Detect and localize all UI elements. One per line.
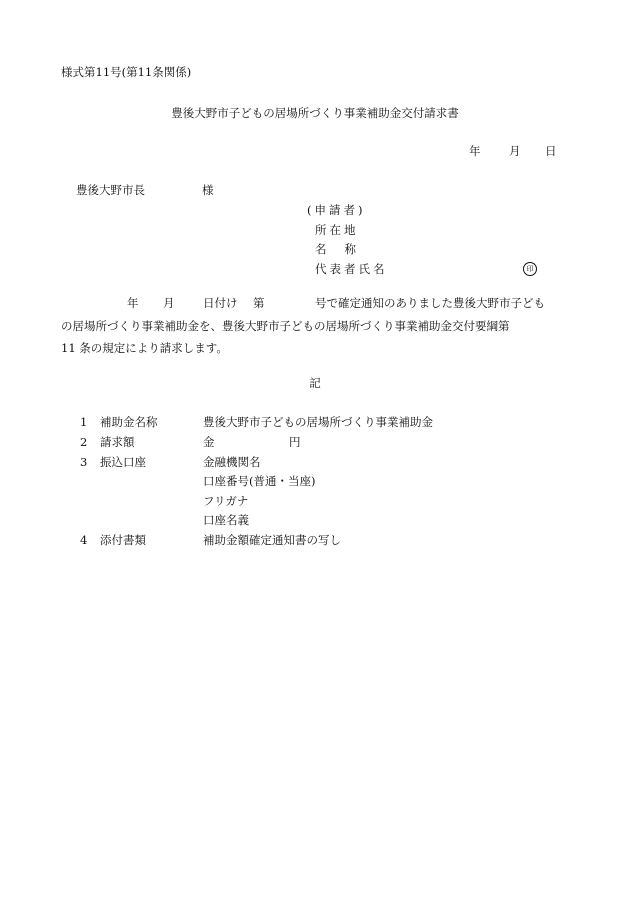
item-value: 豊後大野市子どもの居場所づくり事業補助金 [203,415,433,429]
body-line-2: の居場所づくり事業補助金を、豊後大野市子どもの居場所づくり事業補助金交付要綱第 [61,319,510,333]
item-sub-label: 口座名義 [203,513,249,527]
item-number: 1 [80,415,88,429]
item-label: 振込口座 [100,455,146,469]
item-label: 請求額 [100,435,135,449]
item-number: 2 [80,435,88,449]
item-value: 金融機関名 [203,455,261,469]
item-number: 3 [80,455,88,469]
body-year-label: 年 [127,296,139,310]
ki-heading: 記 [309,376,321,390]
item-value: 金 [203,435,215,449]
item-value: 補助金額確定通知書の写し [203,533,341,547]
name-label: 名称 [315,242,374,256]
addressee: 豊後大野市長 [76,183,145,197]
date-day-label: 日 [545,144,557,158]
date-month-label: 月 [509,144,521,158]
item-label: 補助金名称 [100,415,158,429]
item-unit: 円 [289,435,301,449]
document-title: 豊後大野市子どもの居場所づくり事業補助金交付請求書 [171,106,459,120]
date-year-label: 年 [469,144,481,158]
form-number: 様式第11号(第11条関係) [61,65,192,79]
address-label: 所在地 [315,223,359,237]
item-number: 4 [80,533,88,547]
item-label: 添付書類 [100,533,146,547]
item-sub-label: 口座番号(普通・当座) [203,474,316,488]
body-number-prefix: 第 [253,296,265,310]
representative-label: 代表者氏名 [315,262,388,276]
honorific: 様 [202,183,214,197]
applicant-heading: (申請者) [307,203,366,217]
item-sub-label: フリガナ [203,494,249,508]
body-line-3: 11 条の規定により請求します。 [61,341,228,355]
body-dated-label: 日付け [203,296,238,310]
body-line-1-text: 号で確定通知のありました豊後大野市子ども [315,296,545,310]
seal-icon: 印 [523,262,537,276]
body-month-label: 月 [163,296,175,310]
